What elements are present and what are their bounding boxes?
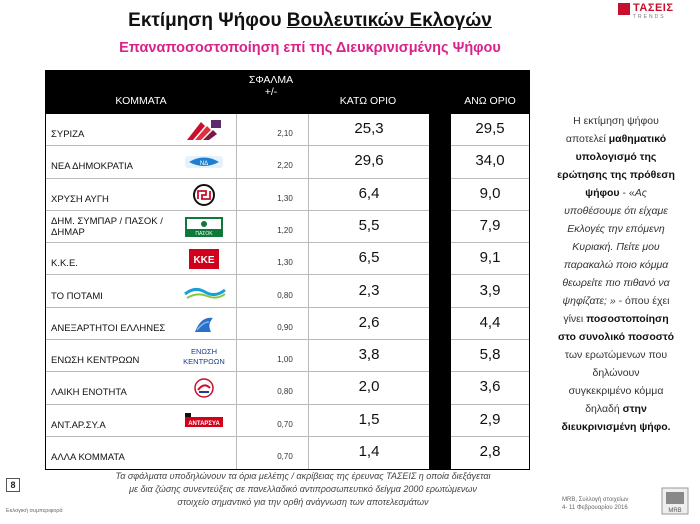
side-italic-text: ψηφίζατε; » bbox=[562, 295, 616, 307]
table-row bbox=[46, 243, 529, 275]
side-line bbox=[536, 148, 696, 166]
side-italic-text: υποθέσουμε ότι είχαμε bbox=[564, 205, 668, 217]
brand-logo bbox=[618, 3, 688, 19]
side-text: δηλαδή bbox=[585, 403, 623, 415]
error-value: 0,80 bbox=[277, 387, 293, 397]
page-label: Εκλογική συμπεριφορά bbox=[6, 508, 63, 514]
side-line bbox=[536, 274, 696, 292]
side-italic-text: Ας bbox=[634, 187, 647, 199]
party-name: ΕΝΩΣΗ ΚΕΝΤΡΩΩΝ bbox=[51, 355, 140, 367]
side-bold-text: στο συνολικό ποσοστό bbox=[557, 331, 675, 343]
party-name: ΝΕΑ ΔΗΜΟΚΡΑΤΙΑ bbox=[51, 161, 134, 173]
error-value: 1,00 bbox=[277, 355, 293, 365]
mrb-logo-icon bbox=[660, 486, 690, 516]
side-line bbox=[536, 256, 696, 274]
table-row bbox=[46, 437, 529, 469]
error-value: 1,20 bbox=[277, 225, 293, 235]
header-error-line2: +/- bbox=[264, 86, 278, 98]
party-name: Κ.Κ.Ε. bbox=[51, 258, 78, 270]
upper-bound: 9,1 bbox=[479, 249, 501, 267]
lower-bound: 6,4 bbox=[358, 184, 380, 202]
anel-logo-icon bbox=[181, 312, 227, 336]
lower-bound: 1,5 bbox=[358, 410, 380, 428]
antarsya-logo-text: ΑΝΤΑΡΣΥΑ bbox=[188, 420, 220, 427]
side-bold-text: στην bbox=[622, 403, 647, 415]
upper-bound: 3,9 bbox=[479, 281, 501, 299]
source-line: MRB, Συλλογή στοιχείων bbox=[562, 497, 629, 503]
side-text: δηλώνουν bbox=[592, 367, 640, 379]
antarsya-logo-icon bbox=[181, 409, 227, 433]
nd-logo-text: ΝΔ bbox=[199, 161, 209, 168]
upper-bound: 29,5 bbox=[475, 120, 505, 137]
title-part1: Εκτίμηση Ψήφου bbox=[128, 10, 287, 31]
side-line bbox=[536, 238, 696, 256]
party-name: ΛΑΙΚΗ ΕΝΟΤΗΤΑ bbox=[51, 387, 127, 399]
error-value: 2,10 bbox=[277, 129, 293, 138]
party-name: ΑΝΤ.ΑΡ.ΣΥ.Α bbox=[51, 419, 106, 431]
error-value: 0,70 bbox=[277, 452, 293, 461]
side-bold-text: μαθηματικό bbox=[608, 133, 667, 145]
side-line bbox=[536, 220, 696, 238]
side-line bbox=[536, 112, 696, 130]
enosi-kentroon-logo-icon bbox=[181, 344, 227, 368]
source-note bbox=[562, 496, 628, 512]
side-italic-text: Εκλογές την επόμενη bbox=[567, 223, 665, 235]
upper-bound: 34,0 bbox=[475, 152, 505, 170]
table-row bbox=[46, 340, 529, 372]
upper-bound: 9,0 bbox=[479, 184, 501, 202]
page-subtitle: Επαναποσοστοποίηση επί της Διευκρινισμένης Ψήφου bbox=[119, 40, 501, 56]
side-text: αποτελεί bbox=[565, 133, 609, 145]
upper-bound: 2,8 bbox=[479, 443, 501, 460]
table-row bbox=[46, 211, 529, 243]
error-value: 1,30 bbox=[277, 258, 293, 268]
upper-bound: 4,4 bbox=[479, 313, 501, 331]
party-name: ΑΛΛΑ ΚΟΜΜΑΤΑ bbox=[51, 452, 125, 463]
upper-bound: 5,8 bbox=[479, 346, 501, 364]
side-line bbox=[536, 202, 696, 220]
brand-sub: TRENDS bbox=[633, 14, 666, 20]
upper-bound: 2,9 bbox=[479, 410, 501, 428]
lower-bound: 29,6 bbox=[354, 152, 384, 170]
side-text: των ερωτώμενων που bbox=[564, 349, 668, 361]
enosi-logo-line2: ΚΕΝΤΡΩΩΝ bbox=[183, 357, 225, 367]
side-text: - « bbox=[619, 187, 635, 199]
side-bold-text: υπολογισμό της bbox=[575, 151, 657, 163]
syriza-logo-icon bbox=[181, 118, 227, 142]
side-line bbox=[536, 382, 696, 400]
table-row bbox=[46, 146, 529, 178]
table-row bbox=[46, 308, 529, 340]
side-line bbox=[536, 346, 696, 364]
table-row bbox=[46, 179, 529, 211]
side-line bbox=[536, 292, 696, 310]
header-error bbox=[236, 74, 306, 98]
side-line bbox=[536, 364, 696, 382]
side-line bbox=[536, 130, 696, 148]
header-error-line1: ΣΦΑΛΜΑ bbox=[248, 74, 294, 86]
party-name: ΔΗΜ. ΣΥΜΠΑΡ / ΠΑΣΟΚ / ΔΗΜΑΡ bbox=[51, 215, 163, 238]
lower-bound: 5,5 bbox=[358, 216, 380, 234]
pasok-logo-icon bbox=[181, 215, 227, 239]
lower-bound: 25,3 bbox=[354, 120, 384, 137]
page-number: 8 bbox=[6, 478, 20, 492]
title-part2: Βουλευτικών Εκλογών bbox=[286, 10, 492, 31]
table-row bbox=[46, 114, 529, 146]
footer-line: Τα σφάλματα υποδηλώνουν τα όρια μελέτης / ακρίβειας της έρευνας ΤΑΣΕΙΣ η οποία διεξάγεται bbox=[115, 471, 491, 481]
upper-bound: 7,9 bbox=[479, 216, 501, 234]
side-italic-text: θεωρείτε πιο πιθανό να bbox=[562, 277, 670, 289]
header-lower: ΚΑΤΩ ΟΡΙΟ bbox=[339, 95, 397, 107]
party-name: ΤΟ ΠΟΤΑΜΙ bbox=[51, 290, 103, 302]
footer-note bbox=[68, 470, 538, 509]
party-name: ΣΥΡΙΖΑ bbox=[51, 129, 85, 140]
side-line bbox=[536, 400, 696, 418]
side-line bbox=[536, 166, 696, 184]
enosi-logo-line1: ΕΝΩΣΗ bbox=[190, 347, 218, 357]
side-bold-text: ψήφου bbox=[585, 187, 620, 199]
party-name: ΧΡΥΣΗ ΑΥΓΗ bbox=[51, 193, 109, 205]
lower-bound: 6,5 bbox=[358, 249, 380, 267]
side-text: συγκεκριμένο κόμμα bbox=[568, 385, 664, 397]
source-line: 4- 11 Φεβρουαρίου 2016 bbox=[562, 505, 628, 511]
error-value: 0,90 bbox=[277, 322, 293, 332]
side-bold-text: ποσοστοποίηση bbox=[586, 313, 669, 325]
vote-estimate-table bbox=[45, 70, 530, 470]
error-value: 0,70 bbox=[277, 419, 293, 429]
nd-logo-icon bbox=[181, 150, 227, 174]
party-name: ΑΝΕΞΑΡΤΗΤΟΙ ΕΛΛΗΝΕΣ bbox=[51, 322, 166, 334]
error-value: 2,20 bbox=[277, 161, 293, 171]
side-bold-text: διευκρινισμένη ψήφο. bbox=[561, 421, 671, 433]
error-value: 0,80 bbox=[277, 290, 293, 300]
side-italic-text: παρακαλώ ποιο κόμμα bbox=[563, 259, 669, 271]
lower-bound: 3,8 bbox=[358, 346, 380, 364]
side-line bbox=[536, 328, 696, 346]
side-line bbox=[536, 418, 696, 436]
page-title bbox=[0, 10, 620, 32]
side-text: γίνει bbox=[563, 313, 587, 325]
brand-square-icon bbox=[618, 3, 630, 15]
kke-logo-text: ΚΚΕ bbox=[193, 255, 215, 267]
header-upper: ΑΝΩ ΟΡΙΟ bbox=[464, 95, 516, 107]
potami-logo-icon bbox=[181, 280, 227, 304]
table-row bbox=[46, 405, 529, 437]
mrb-logo-text: MRB bbox=[668, 508, 682, 514]
side-text: Η εκτίμηση ψήφου bbox=[573, 115, 659, 127]
table-header bbox=[46, 71, 529, 114]
kke-logo-icon bbox=[181, 247, 227, 271]
table-row bbox=[46, 276, 529, 308]
side-line bbox=[536, 184, 696, 202]
footer-line: με δια ζώσης συνεντεύξεις σε πανελλαδικό αντιπροσωπευτικό δείγμα 2000 ερωτώμενων bbox=[129, 484, 477, 494]
pasok-logo-text: ΠΑΣΟΚ bbox=[195, 230, 213, 237]
side-text: - όπου έχει bbox=[615, 295, 670, 307]
side-bold-text: ερώτησης της πρόθεση bbox=[557, 169, 675, 181]
lower-bound: 2,0 bbox=[358, 378, 380, 396]
header-parties: ΚΟΜΜΑΤΑ bbox=[115, 95, 167, 107]
table-row bbox=[46, 372, 529, 404]
side-line bbox=[536, 310, 696, 328]
lower-bound: 2,6 bbox=[358, 313, 380, 331]
explanation-text bbox=[536, 112, 696, 436]
laiki-enotita-logo-icon bbox=[181, 376, 227, 400]
footer-line: στοιχείο σημαντικό για την ορθή ανάγνωση των αποτελεσμάτων bbox=[177, 497, 429, 507]
lower-bound: 2,3 bbox=[358, 281, 380, 299]
error-value: 1,30 bbox=[277, 193, 293, 203]
brand-name: ΤΑΣΕΙΣ bbox=[633, 2, 674, 14]
upper-bound: 3,6 bbox=[479, 378, 501, 396]
side-italic-text: Κυριακή. Πείτε μου bbox=[572, 241, 660, 253]
golden-dawn-logo-icon bbox=[181, 183, 227, 207]
lower-bound: 1,4 bbox=[358, 443, 380, 460]
